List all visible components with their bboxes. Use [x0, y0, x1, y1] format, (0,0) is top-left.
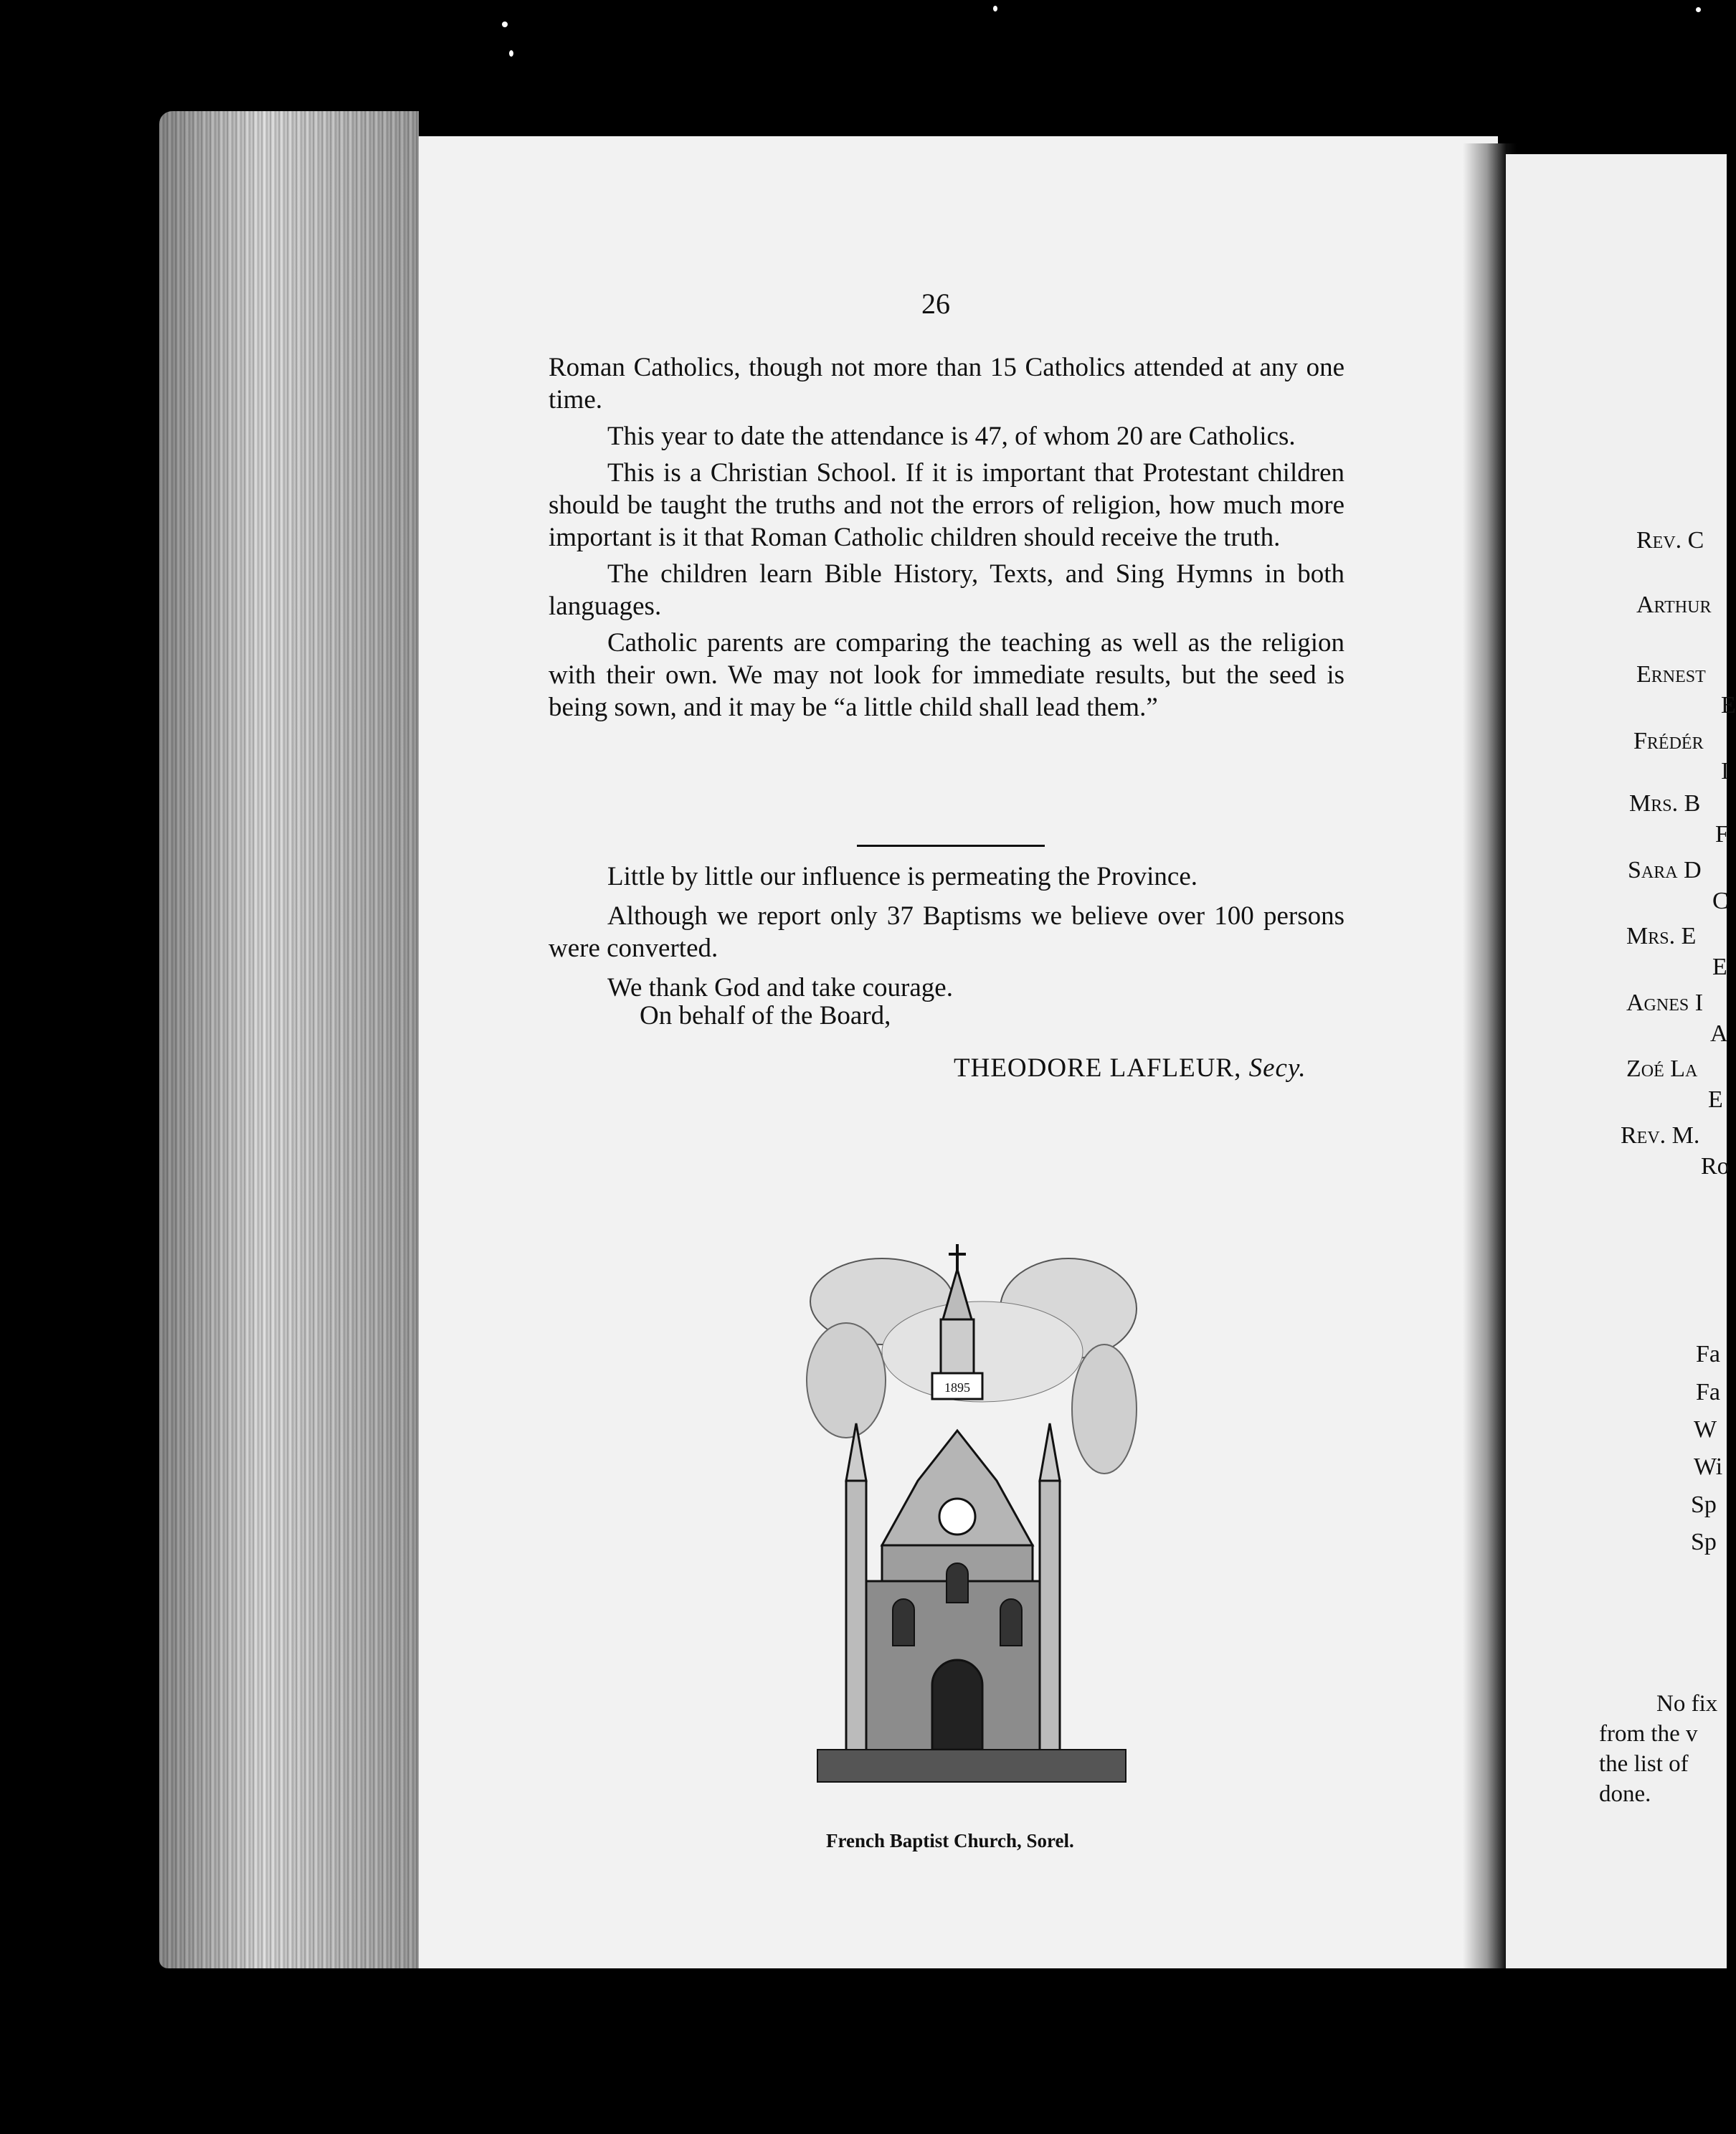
page-edges — [159, 111, 419, 1968]
name-entry: E — [1721, 692, 1736, 719]
side-entry: Sp — [1691, 1529, 1717, 1555]
name-entry: Zoé La — [1626, 1056, 1698, 1082]
signature — [954, 1053, 1306, 1083]
paragraph: Roman Catholics, though not more than 15 Catholics attended at any one time. — [549, 353, 1344, 414]
paragraph: Little by little our influence is permeating the Province. — [607, 862, 1198, 891]
name-entry: Sara D — [1628, 857, 1702, 883]
behalf-line: On behalf of the Board, — [640, 1001, 891, 1030]
name-entry: E — [1712, 954, 1727, 980]
signature-title: Secy. — [1248, 1053, 1306, 1083]
dust-speck — [502, 22, 508, 27]
dust-speck — [509, 50, 513, 57]
dust-speck — [1696, 7, 1701, 12]
dust-speck — [993, 6, 997, 11]
church-year: 1895 — [944, 1380, 970, 1395]
text-line: done. — [1599, 1781, 1651, 1807]
paragraph: We thank God and take courage. — [607, 973, 953, 1002]
name-entry: A — [1710, 1020, 1728, 1047]
name-entry: Rev. M. — [1621, 1122, 1700, 1149]
name-entry: Rev. C — [1636, 527, 1704, 554]
side-entry: Fa — [1696, 1379, 1720, 1405]
name-entry: Ro — [1701, 1153, 1730, 1180]
text-line: No fix — [1656, 1691, 1718, 1717]
paragraph: The children learn Bible History, Texts, and Sing Hymns in both languages. — [549, 559, 1344, 621]
name-entry: Frédér — [1633, 728, 1704, 754]
name-entry: Mrs. E — [1626, 923, 1697, 949]
name-entry: Arthur — [1636, 592, 1712, 618]
paragraph: This is a Christian School. If it is important that Protestant children should be taught the truths and not the errors of religion, how much more important is it that Roman Catholic children should receive the truth. — [549, 458, 1344, 552]
signature-name: THEODORE LAFLEUR, — [954, 1053, 1242, 1083]
text-line: from the v — [1599, 1721, 1698, 1747]
name-entry: F — [1715, 821, 1729, 848]
name-entry: Mrs. B — [1629, 790, 1701, 817]
section-divider — [857, 845, 1045, 847]
text-line: the list of — [1599, 1751, 1689, 1777]
body-text — [549, 351, 1344, 728]
closing-text — [549, 860, 1344, 1011]
church-engraving — [803, 1244, 1140, 1789]
right-page-text — [1599, 1689, 1717, 1809]
name-entry: Ernest — [1636, 661, 1706, 688]
side-entry: Fa — [1696, 1341, 1720, 1367]
side-entry: W — [1694, 1416, 1717, 1443]
paragraph: Catholic parents are comparing the teaching as well as the religion with their own. We may not look for immediate results, but the seed is being sown, and it may be “a little child shall lead them.” — [549, 628, 1344, 722]
name-entry: C — [1712, 888, 1729, 914]
name-entry: Agnes I — [1626, 990, 1704, 1016]
side-entry: Sp — [1691, 1492, 1717, 1518]
name-entry: E — [1708, 1086, 1723, 1113]
paragraph: This year to date the attendance is 47, of whom 20 are Catholics. — [607, 422, 1296, 451]
name-entry: I — [1721, 758, 1730, 784]
side-entry: Wi — [1694, 1454, 1723, 1480]
paragraph: Although we report only 37 Baptisms we believe over 100 persons were converted. — [549, 901, 1344, 963]
illustration-caption: French Baptist Church, Sorel. — [826, 1830, 1074, 1851]
page-number: 26 — [921, 288, 950, 320]
